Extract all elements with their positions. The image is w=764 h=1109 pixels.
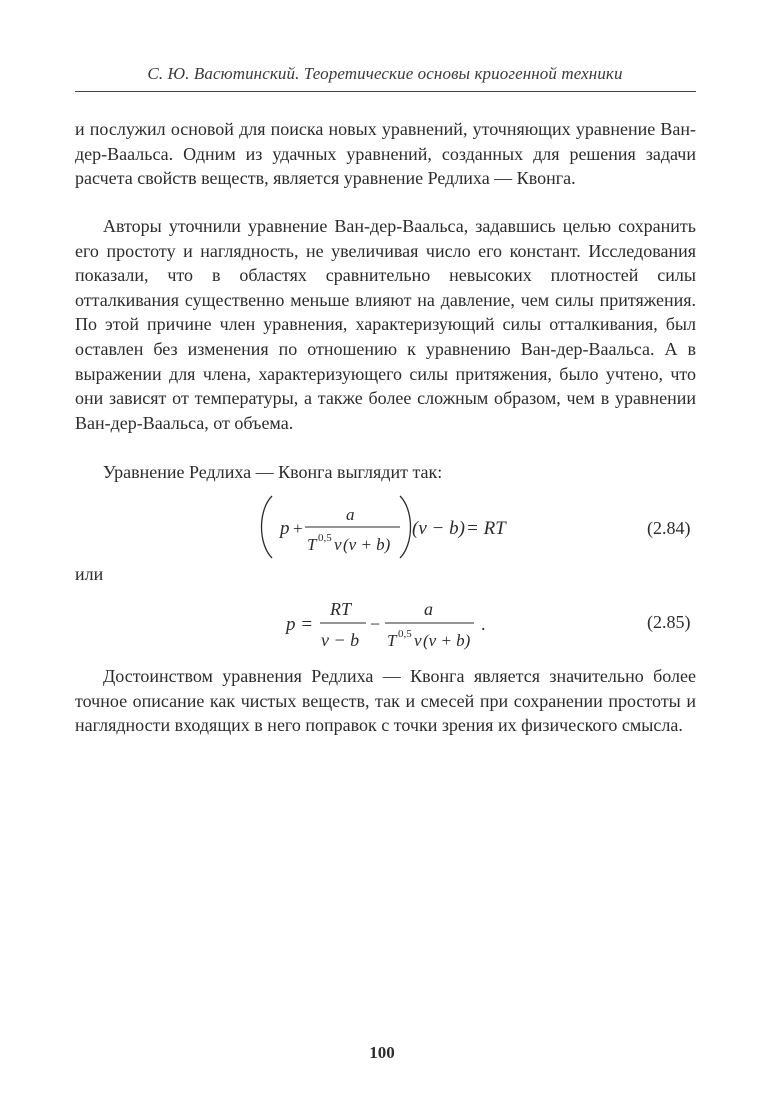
- eq2-lhs: p =: [286, 614, 314, 635]
- equation-2-84: [250, 492, 550, 564]
- eq2-minus: −: [370, 614, 381, 634]
- paragraph-1: и послужил основой для поиска новых уравнений, уточняющих уравнение Ван-дер-Ваальса. Одним из удачных уравнений, созданных для решения задачи расчета свойств веществ, является уравнение Редлиха — Квонга.: [75, 119, 696, 189]
- eq1-den-v: v: [334, 535, 342, 554]
- eq2-den-v: v: [414, 631, 422, 650]
- page-number: 100: [369, 1043, 395, 1062]
- eq1-den-paren: (v + b): [343, 535, 391, 554]
- eq2-period: .: [481, 614, 486, 634]
- eq2-frac1-num: RT: [330, 599, 352, 619]
- eq1-rhs: = RT: [466, 518, 506, 539]
- equation-2-85: [282, 592, 512, 652]
- eq1-p: p: [280, 518, 290, 539]
- eq2-frac1-den: v − b: [321, 630, 360, 650]
- header-rule: [75, 91, 696, 92]
- equation-number-2-85: (2.85): [647, 612, 691, 632]
- paragraph-4: Достоинством уравнения Редлиха — Квонга является значительно более точное описание как чистых веществ, так и смесей при сохранении простоты и наглядности входящих в него поправок с точки зрения их физического смысла.: [75, 666, 696, 736]
- eq1-numerator: a: [346, 505, 355, 524]
- eq2-den-T: T: [387, 631, 397, 650]
- or-word: или: [75, 564, 104, 584]
- eq2-den-exp: 0,5: [398, 628, 412, 640]
- running-header: С. Ю. Васютинский. Теоретические основы криогенной техники: [147, 64, 623, 83]
- equation-number-2-84: (2.84): [647, 518, 691, 538]
- eq1-rhs-paren: (v − b): [412, 518, 465, 539]
- eq1-den-T: T: [307, 535, 317, 554]
- eq2-den-paren: (v + b): [423, 631, 471, 650]
- paragraph-3: Уравнение Редлиха — Квонга выглядит так:: [103, 462, 443, 482]
- eq2-frac2-num: a: [424, 599, 433, 619]
- eq1-den-exp: 0,5: [318, 532, 332, 544]
- eq1-plus: +: [293, 519, 303, 538]
- paragraph-2: Авторы уточнили уравнение Ван-дер-Ваальса, задавшись целью сохранить его простоту и наглядность, не увеличивая число его констант. Исследования показали, что в областях сравнительно невысоких плотностей силы отталкивания существенно меньше влияют на давление, чем силы притяжения. По этой причине член уравнения, характеризующий силы отталкивания, был оставлен без изменения по отношению к уравнению Ван-дер-Ваальса. А в выражении для члена, характеризующего силы притяжения, было учтено, что они зависят от температуры, а также более сложным образом, чем в уравнении Ван-дер-Ваальса, от объема.: [75, 216, 696, 433]
